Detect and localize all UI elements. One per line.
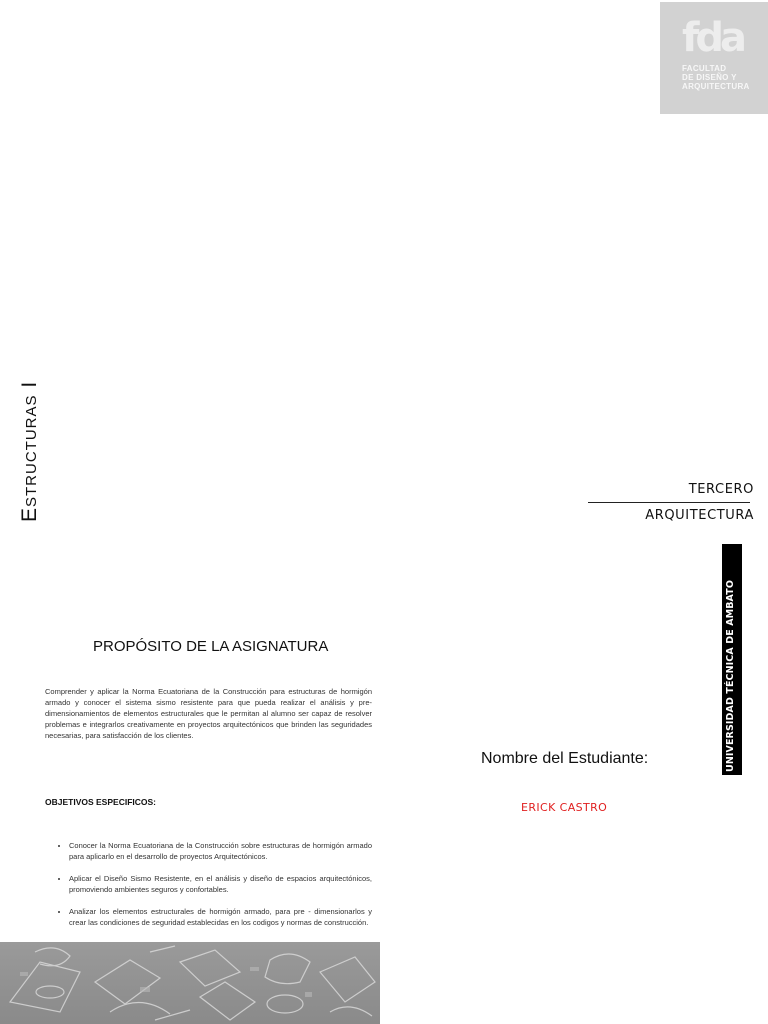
purpose-title: PROPÓSITO DE LA ASIGNATURA (93, 638, 329, 655)
logo-line-1: FACULTAD (682, 64, 727, 73)
career-label: ARQUITECTURA (645, 508, 754, 523)
sketch-drawing (0, 942, 380, 1024)
university-bar (722, 544, 742, 775)
logo-text (682, 64, 750, 91)
purpose-body: Comprender y aplicar la Norma Ecuatoriana de la Construcción para estructuras de hormigón armado y conocer el sistema sismo resistente para que pueda realizar el análisis y pre-dimensionamientos de elementos estructurales que le permitan al alumno ser capaz de resolver problemas e integrarlos creativamente en proyectos arquitectónicos que brinden las seguridades necesarias, para satisfacción de los clientes. (45, 687, 372, 740)
objective-item: • Aplicar el Diseño Sismo Resistente, en el análisis y diseño de espacios arquitectónicos, promoviendo ambientes seguros y confortables. (69, 873, 372, 895)
level-label: TERCERO (688, 482, 754, 497)
student-name-label: Nombre del Estudiante: (481, 750, 649, 767)
course-title: Estructuras I (18, 380, 41, 522)
architecture-sketch-image (0, 942, 380, 1024)
objective-item: • Analizar los elementos estructurales de hormigón armado, para pre - dimensionarlos y crear las condiciones de seguridad establecidas en los codigos y normas de construcción. (69, 906, 372, 928)
logo-mark: fda (682, 15, 744, 61)
objective-item: • Conocer la Norma Ecuatoriana de la Construcción sobre estructuras de hormigón armado para aplicarlo en el desarrollo de proyectos Arquitectónicos. (69, 840, 372, 862)
objectives-title: OBJETIVOS ESPECIFICOS: (45, 797, 156, 807)
logo-line-3: ARQUITECTURA (682, 82, 750, 91)
divider (588, 502, 750, 503)
student-name: ERICK CASTRO (521, 801, 608, 814)
logo-line-2: DE DISEÑO Y (682, 73, 737, 82)
objectives-list (45, 840, 372, 939)
faculty-logo (660, 2, 768, 114)
university-name: UNIVERSIDAD TÉCNICA DE AMBATO (725, 579, 736, 772)
